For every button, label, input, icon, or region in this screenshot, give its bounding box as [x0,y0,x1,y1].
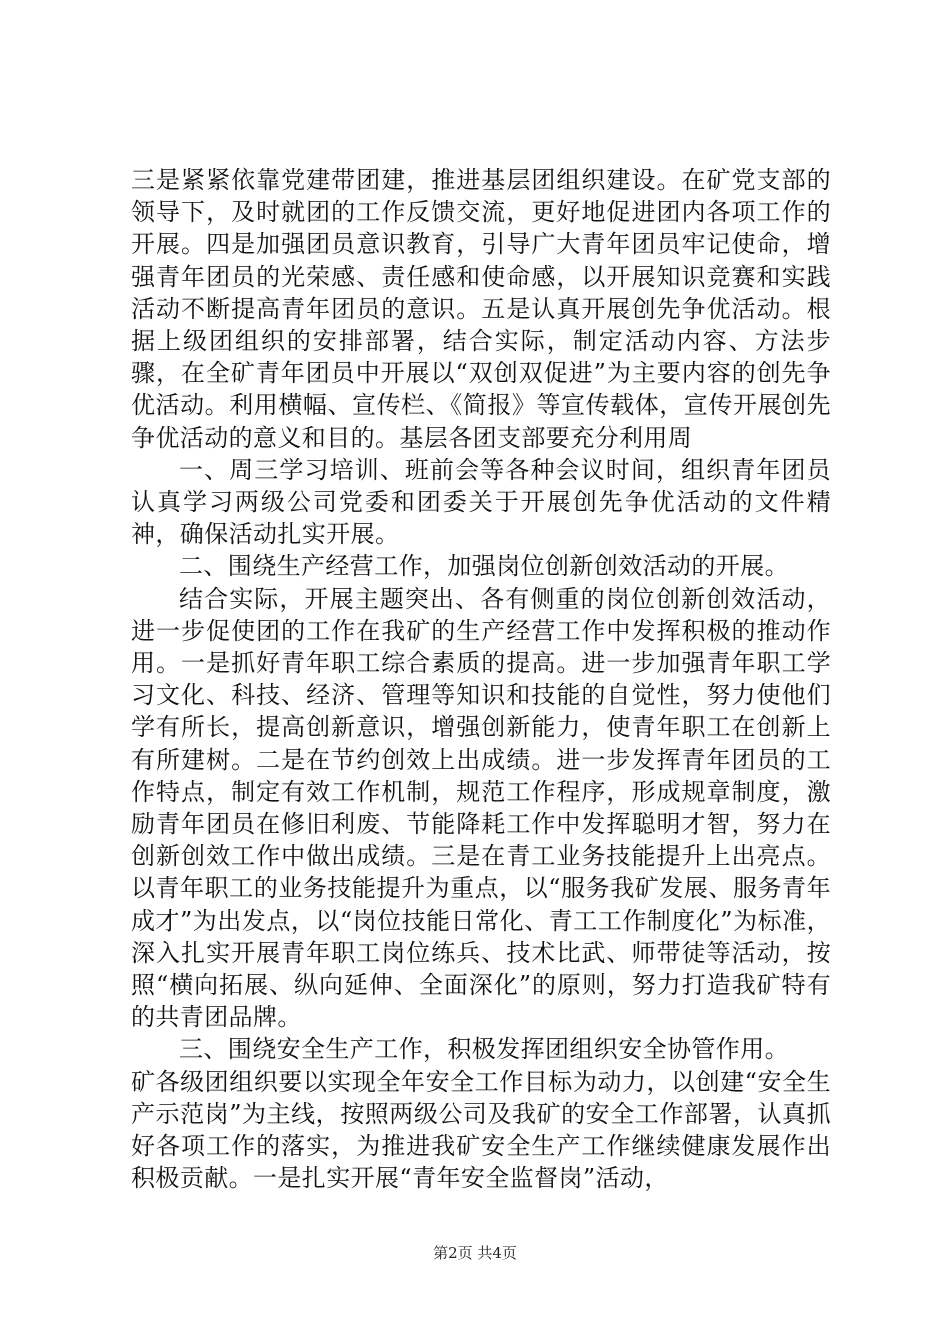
page-number-label: 第2页 共4页 [433,1244,517,1262]
paragraph-4: 结合实际，开展主题突出、各有侧重的岗位创新创效活动，进一步促使团的工作在我矿的生产经营工作中发挥积极的推动作用。一是抓好青年职工综合素质的提高。进一步加强青年职工学习文化、科技、经济、管理等知识和技能的自觉性，努力使他们学有所长，提高创新意识，增强创新能力，使青年职工在创新上有所建树。二是在节约创效上出成绩。进一步发挥青年团员的工作特点，制定有效工作机制，规范工作程序，形成规章制度，激励青年团员在修旧利废、节能降耗工作中发挥聪明才智，努力在创新创效工作中做出成绩。三是在青工业务技能提升上出亮点。以青年职工的业务技能提升为重点，以“服务我矿发展、服务青年成才”为出发点，以“岗位技能日常化、青工工作制度化”为标准，深入扎实开展青年职工岗位练兵、技术比武、师带徒等活动，按照“横向拓展、纵向延伸、全面深化”的原则，努力打造我矿特有的共青团品牌。 [131,584,831,1032]
paragraph-1: 三是紧紧依靠党建带团建，推进基层团组织建设。在矿党支部的领导下，及时就团的工作反馈交流，更好地促进团内各项工作的开展。四是加强团员意识教育，引导广大青年团员牢记使命，增强青年团员的光荣感、责任感和使命感，以开展知识竞赛和实践活动不断提高青年团员的意识。五是认真开展创先争优活动。根据上级团组织的安排部署，结合实际，制定活动内容、方法步骤，在全矿青年团员中开展以“双创双促进”为主要内容的创先争优活动。利用横幅、宣传栏、《简报》等宣传载体，宣传开展创先争优活动的意义和目的。基层各团支部要充分利用周 [131,166,831,452]
paragraph-2: 一、周三学习培训、班前会等各种会议时间，组织青年团员认真学习两级公司党委和团委关于开展创先争优活动的文件精神，确保活动扎实开展。 [131,455,831,549]
paragraph-6: 矿各级团组织要以实现全年安全工作目标为动力，以创建“安全生产示范岗”为主线，按照两级公司及我矿的安全工作部署，认真抓好各项工作的落实，为推进我矿安全生产工作继续健康发展作出积极贡献。一是扎实开展“青年安全监督岗”活动， [131,1067,831,1193]
paragraph-3: 二、围绕生产经营工作，加强岗位创新创效活动的开展。 [179,552,789,581]
page-footer [0,1243,950,1263]
document-body [131,164,831,1195]
paragraph-5: 三、围绕安全生产工作，积极发挥团组织安全协管作用。 [179,1035,789,1064]
